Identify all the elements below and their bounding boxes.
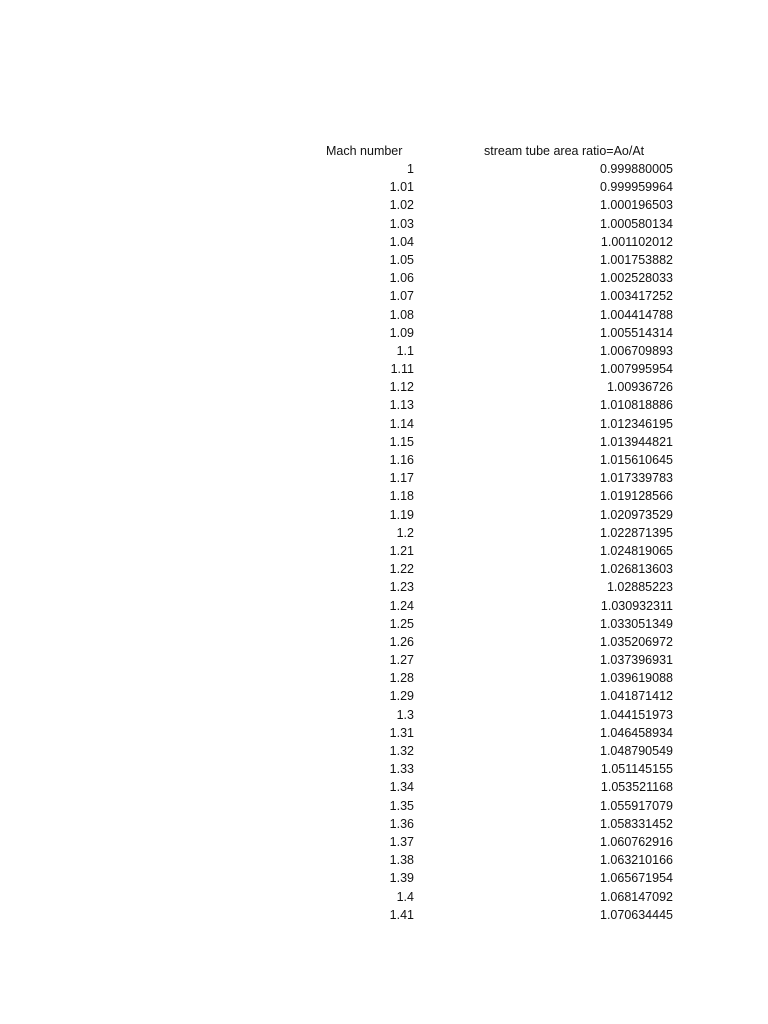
area-ratio-cell: 1.004414788 — [600, 307, 673, 322]
mach-number-cell: 1.17 — [389, 471, 414, 486]
mach-number-cell: 1.08 — [389, 307, 414, 322]
table-row — [0, 760, 768, 778]
table-row — [0, 287, 768, 305]
area-ratio-cell: 1.019128566 — [600, 489, 673, 504]
mach-number-cell: 1.14 — [389, 416, 414, 431]
area-ratio-cell: 1.017339783 — [600, 471, 673, 486]
table-row — [0, 578, 768, 596]
mach-number-cell: 1.35 — [389, 798, 414, 813]
area-ratio-cell: 1.058331452 — [600, 816, 673, 831]
mach-number-cell: 1 — [407, 162, 414, 176]
mach-number-cell: 1.09 — [389, 325, 414, 340]
mach-number-cell: 1.32 — [389, 744, 414, 758]
mach-number-cell: 1.4 — [396, 889, 414, 904]
mach-number-cell: 1.1 — [396, 343, 414, 358]
mach-number-cell: 1.04 — [389, 234, 414, 249]
table-row — [0, 251, 768, 269]
area-ratio-cell: 1.063210166 — [600, 853, 673, 868]
table-row — [0, 342, 768, 360]
mach-number-cell: 1.25 — [389, 616, 414, 631]
mach-number-cell: 1.13 — [389, 398, 414, 413]
mach-number-cell: 1.2 — [396, 525, 414, 540]
table-row — [0, 778, 768, 796]
table-row — [0, 597, 768, 615]
area-ratio-cell: 1.055917079 — [600, 798, 673, 813]
table-row — [0, 633, 768, 651]
area-ratio-cell: 1.039619088 — [600, 671, 673, 686]
area-ratio-cell: 1.006709893 — [600, 343, 673, 358]
table-row — [0, 869, 768, 887]
table-row — [0, 851, 768, 869]
mach-number-cell: 1.03 — [389, 216, 414, 231]
area-ratio-cell: 1.012346195 — [600, 416, 673, 431]
area-ratio-cell: 1.041871412 — [600, 689, 673, 704]
table-header-row — [0, 142, 768, 160]
table-row — [0, 324, 768, 342]
area-ratio-cell: 1.000580134 — [600, 216, 673, 231]
area-ratio-cell: 1.044151973 — [600, 707, 673, 722]
mach-number-header: Mach number — [326, 144, 403, 158]
area-ratio-cell: 1.000196503 — [600, 198, 673, 213]
table-row — [0, 815, 768, 833]
table-row — [0, 833, 768, 851]
table-row — [0, 306, 768, 324]
area-ratio-cell: 1.001102012 — [600, 234, 673, 249]
mach-number-cell: 1.02 — [389, 198, 414, 213]
mach-number-cell: 1.39 — [389, 871, 414, 886]
mach-number-cell: 1.26 — [389, 634, 414, 649]
mach-number-cell: 1.41 — [389, 907, 414, 922]
table-row — [0, 615, 768, 633]
mach-number-cell: 1.29 — [389, 689, 414, 704]
area-ratio-header: stream tube area ratio=Ao/At — [484, 144, 645, 158]
area-ratio-cell: 1.010818886 — [600, 398, 673, 413]
table-row — [0, 233, 768, 251]
area-ratio-cell: 1.024819065 — [600, 543, 673, 558]
area-ratio-cell: 1.053521168 — [600, 780, 673, 795]
area-ratio-cell: 1.003417252 — [600, 289, 673, 304]
table-row — [0, 451, 768, 469]
area-ratio-cell: 1.00936726 — [606, 380, 673, 395]
table-row — [0, 651, 768, 669]
area-ratio-cell: 1.013944821 — [600, 434, 673, 449]
mach-number-cell: 1.22 — [389, 562, 414, 577]
area-ratio-cell: 1.068147092 — [600, 889, 673, 904]
mach-number-cell: 1.01 — [389, 180, 414, 195]
area-ratio-cell: 1.051145155 — [600, 762, 673, 777]
table-row — [0, 378, 768, 396]
table-row — [0, 160, 768, 178]
mach-number-cell: 1.06 — [389, 271, 414, 286]
area-ratio-cell: 1.046458934 — [600, 725, 673, 740]
table-row — [0, 888, 768, 906]
mach-number-cell: 1.33 — [389, 762, 414, 777]
area-ratio-cell: 1.070634445 — [600, 907, 673, 922]
table-row — [0, 269, 768, 287]
table-row — [0, 706, 768, 724]
table-row — [0, 469, 768, 487]
mach-number-cell: 1.07 — [389, 289, 414, 304]
area-ratio-cell: 1.065671954 — [600, 871, 673, 886]
area-ratio-cell: 1.015610645 — [600, 453, 673, 467]
area-ratio-cell: 1.005514314 — [600, 325, 673, 340]
area-ratio-cell: 1.022871395 — [600, 525, 673, 540]
area-ratio-cell: 1.048790549 — [600, 744, 673, 758]
area-ratio-cell: 1.033051349 — [600, 616, 673, 631]
area-ratio-cell: 1.020973529 — [600, 507, 673, 522]
table-row — [0, 669, 768, 687]
area-ratio-cell: 1.001753882 — [600, 252, 673, 267]
area-ratio-cell: 1.035206972 — [600, 634, 673, 649]
area-ratio-cell: 1.007995954 — [600, 362, 673, 377]
table-row — [0, 742, 768, 760]
table-row — [0, 178, 768, 196]
mach-number-cell: 1.31 — [389, 725, 414, 740]
mach-number-cell: 1.19 — [389, 507, 414, 522]
area-ratio-cell: 1.037396931 — [600, 653, 673, 668]
table-row — [0, 396, 768, 414]
table-row — [0, 906, 768, 924]
mach-number-cell: 1.11 — [390, 362, 414, 377]
table-row — [0, 687, 768, 705]
table-body — [0, 160, 768, 924]
table-row — [0, 487, 768, 505]
area-ratio-cell: 0.999880005 — [600, 162, 673, 176]
area-ratio-cell: 1.02885223 — [606, 580, 673, 595]
area-ratio-cell: 0.999959964 — [600, 180, 673, 195]
mach-number-cell: 1.21 — [389, 543, 414, 558]
table-row — [0, 542, 768, 560]
mach-number-cell: 1.05 — [389, 252, 414, 267]
table-row — [0, 360, 768, 378]
mach-number-cell: 1.15 — [389, 434, 414, 449]
mach-number-cell: 1.37 — [389, 834, 414, 849]
mach-number-cell: 1.34 — [389, 780, 414, 795]
mach-number-cell: 1.24 — [389, 598, 414, 613]
mach-number-cell: 1.16 — [389, 453, 414, 467]
table-row — [0, 724, 768, 742]
mach-number-cell: 1.38 — [389, 853, 414, 868]
mach-number-cell: 1.3 — [396, 707, 414, 722]
table-row — [0, 560, 768, 578]
table-row — [0, 415, 768, 433]
area-ratio-cell: 1.060762916 — [600, 834, 673, 849]
table-row — [0, 524, 768, 542]
table-row — [0, 433, 768, 451]
mach-number-cell: 1.28 — [389, 671, 414, 686]
table-row — [0, 215, 768, 233]
mach-number-cell: 1.23 — [389, 580, 414, 595]
mach-number-cell: 1.27 — [389, 653, 414, 668]
mach-number-cell: 1.36 — [389, 816, 414, 831]
area-ratio-cell: 1.026813603 — [600, 562, 673, 577]
area-ratio-cell: 1.002528033 — [600, 271, 673, 286]
table-row — [0, 797, 768, 815]
table-row — [0, 196, 768, 214]
area-ratio-cell: 1.030932311 — [600, 598, 673, 613]
table-row — [0, 506, 768, 524]
mach-number-cell: 1.18 — [389, 489, 414, 504]
mach-number-cell: 1.12 — [389, 380, 414, 395]
